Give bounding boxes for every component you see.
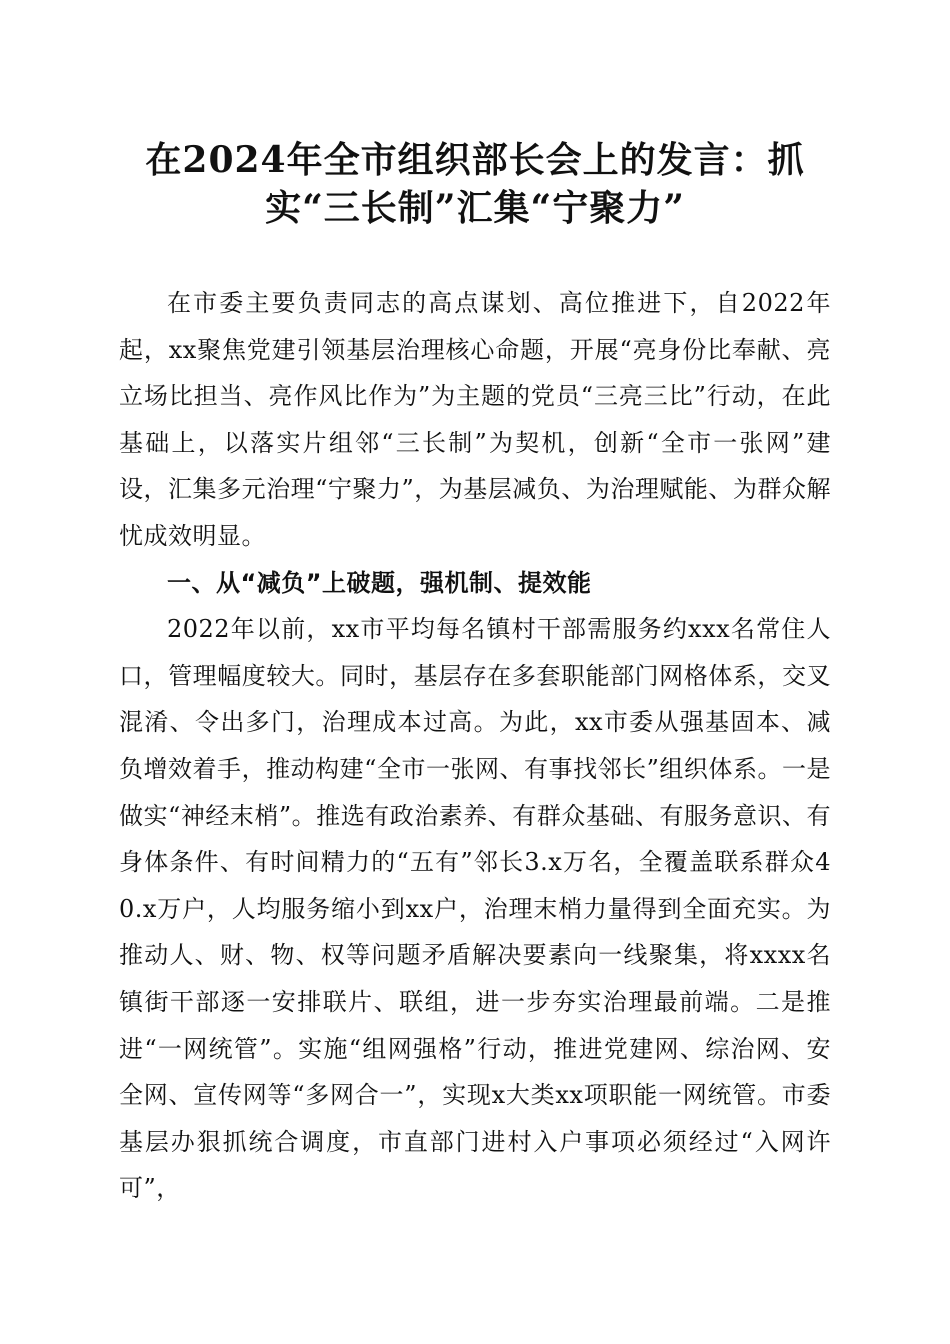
section-heading-1: 一、从“减负”上破题，强机制、提效能 [167, 568, 592, 597]
document-body [119, 280, 831, 1212]
intro-paragraph: 在市委主要负责同志的高点谋划、高位推进下，自2022年起，xx聚焦党建引领基层治理核心命题，开展“亮身份比奉献、亮立场比担当、亮作风比作为”为主题的党员“三亮三比”行动，在此基础上，以落实片组邻“三长制”为契机，创新“全市一张网”建设，汇集多元治理“宁聚力”，为基层减负、为治理赋能、为群众解忧成效明显。 [119, 289, 831, 550]
section-1-paragraph: 2022年以前，xx市平均每名镇村干部需服务约xxx名常住人口，管理幅度较大。同时，基层存在多套职能部门网格体系，交叉混淆、令出多门，治理成本过高。为此，xx市委从强基固本、减负增效着手，推动构建“全市一张网、有事找邻长”组织体系。一是做实“神经末梢”。推选有政治素养、有群众基础、有服务意识、有身体条件、有时间精力的“五有”邻长3.x万名，全覆盖联系群众40.x万户，人均服务缩小到xx户，治理末梢力量得到全面充实。为推动人、财、物、权等问题矛盾解决要素向一线聚集，将xxxx名镇街干部逐一安排联片、联组，进一步夯实治理最前端。二是推进“一网统管”。实施“组网强格”行动，推进党建网、综治网、安全网、宣传网等“多网合一”，实现x大类xx项职能一网统管。市委基层办狠抓统合调度，市直部门进村入户事项必须经过“入网许可”， [119, 615, 831, 1203]
document-title-line-1: 在2024年全市组织部长会上的发言：抓 [145, 139, 805, 181]
document-title-line-2: 实“三长制”汇集“宁聚力” [265, 187, 685, 229]
